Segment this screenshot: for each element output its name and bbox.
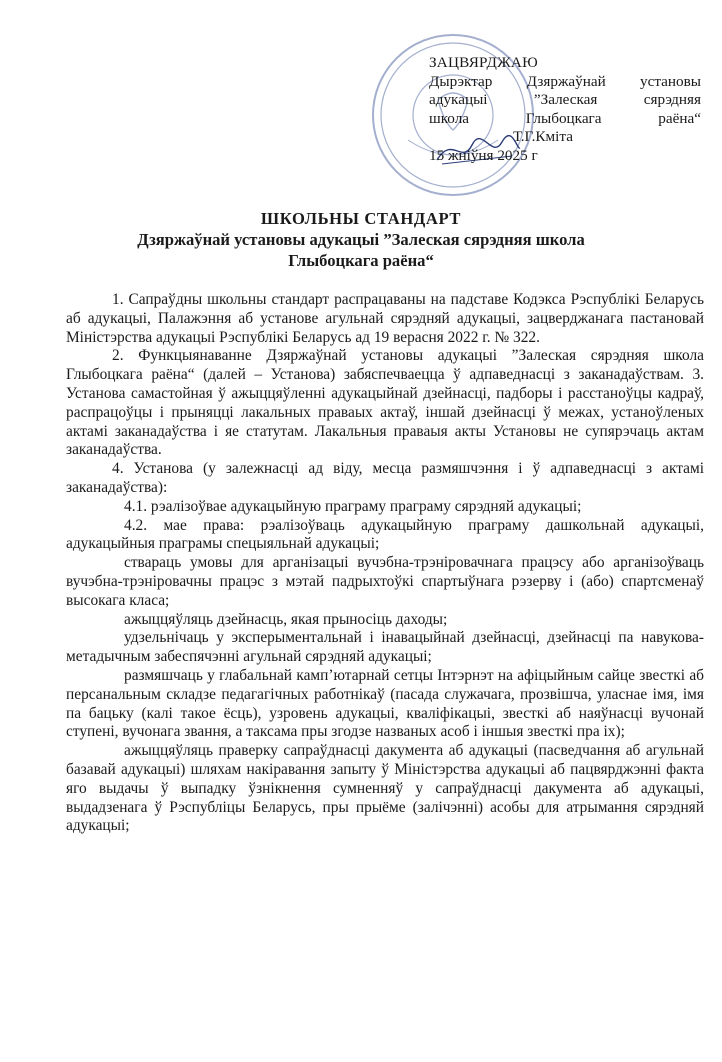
title-line: Дзяржаўнай установы адукацыі ”Залеская сярэдняя школа — [137, 230, 585, 249]
paragraph: 4.2. мае права: рэалізоўваць адукацыйную праграму дашкольнай адукацыі, адукацыйныя праграмы спецыяльнай адукацыі; — [66, 516, 704, 553]
title-line: Глыбоцкага раёна“ — [288, 251, 434, 270]
approval-line: школа Глыбоцкага раёна“ — [429, 109, 701, 127]
paragraph: 4.1. рэалізоўвае адукацыйную праграму праграму сярэдняй адукацыі; — [124, 497, 582, 515]
approval-line: адукацыі ”Залеская сярэдняя — [429, 91, 701, 109]
approval-date: 15 жніўня 2025 г — [429, 146, 538, 164]
document-body — [66, 291, 704, 836]
paragraph: размяшчаць у глабальнай камп’ютарнай сетцы Інтэрнэт на афіцыйным сайце звесткі аб персанальным складзе педагагічных работнікаў (пасада служачага, прозвішча, уласнае імя, імя па бацьку (калі такое ёсць), узровень адукацыі, кваліфікацыі, звесткі аб наяўнасці вучонай ступені, вучонага звання, а таксама пры згодзе названых асоб і іншыя звесткі пра іх); — [66, 666, 704, 741]
paragraph: 1. Сапраўдны школьны стандарт распрацаваны на падставе Кодэкса Рэспублікі Беларусь аб адукацыі, Палажэння аб установе агульнай сярэдняй адукацыі, зацверджанага пастановай Міністэрства адукацыі Рэспублікі Беларусь ад 19 верасня 2022 г. № 322. — [66, 291, 704, 346]
paragraph: удзельнічаць у эксперыментальнай і інавацыйнай дзейнасці, дзейнасці па навукова-метадычным забеспячэнні агульнай сярэдняй адукацыі; — [66, 629, 704, 666]
paragraph: ствараць умовы для арганізацыі вучэбна-трэніровачнага працэсу або арганізоўваць вучэбна-трэніровачны працэс з мэтай падрыхтоўкі спартыўнага рэзерву і (або) спартсменаў высокага класа; — [66, 554, 704, 609]
paragraph: ажыццяўляць дзейнасць, якая прыносіць даходы; — [124, 610, 448, 628]
document-title — [60, 208, 662, 271]
paragraph: 4. Установа (у залежнасці ад віду, месца размяшчэння і ў адпаведнасці з актамі заканадаўства): — [66, 460, 704, 496]
approval-heading: ЗАЦВЯРДЖАЮ — [429, 54, 538, 71]
approval-block — [429, 54, 701, 166]
approval-signer: Т.Г.Кміта — [513, 128, 573, 146]
title-line: ШКОЛЬНЫ СТАНДАРТ — [260, 209, 462, 228]
approval-line: Дырэктар Дзяржаўнай установы — [429, 72, 701, 90]
paragraph: ажыццяўляць праверку сапраўднасці дакумента аб адукацыі (пасведчання аб агульнай базавай адукацыі) шляхам накіравання запыту ў Міністэрства адукацыі аб пацвярджэнні факта яго выдачы ў выпадку ўзнікнення сумненняў у сапраўднасці дакумента аб адукацыі, выдадзенага ў Рэспубліцы Беларусь, пры прыёме (залічэнні) асобы для атрымання сярэдняй адукацыі; — [66, 742, 704, 835]
paragraph: 2. Функцыянаванне Дзяржаўнай установы адукацыі ”Залеская сярэдняя школа Глыбоцкага раёна“ (далей – Установа) забяспечваецца ў адпаведнасці з заканадаўствам. 3. Установа самастойная ў ажыццяўленні адукацыйнай дзейнасці, падборы і расстаноўцы кадраў, распрацоўцы і прыняцці лакальных праваых актаў, іншай дзейнасці ў межах, устаноўленых актамі заканадаўства і яе статутам. Лакальныя праваыя акты Установы не супярэчаць актам заканадаўства. — [66, 347, 704, 459]
